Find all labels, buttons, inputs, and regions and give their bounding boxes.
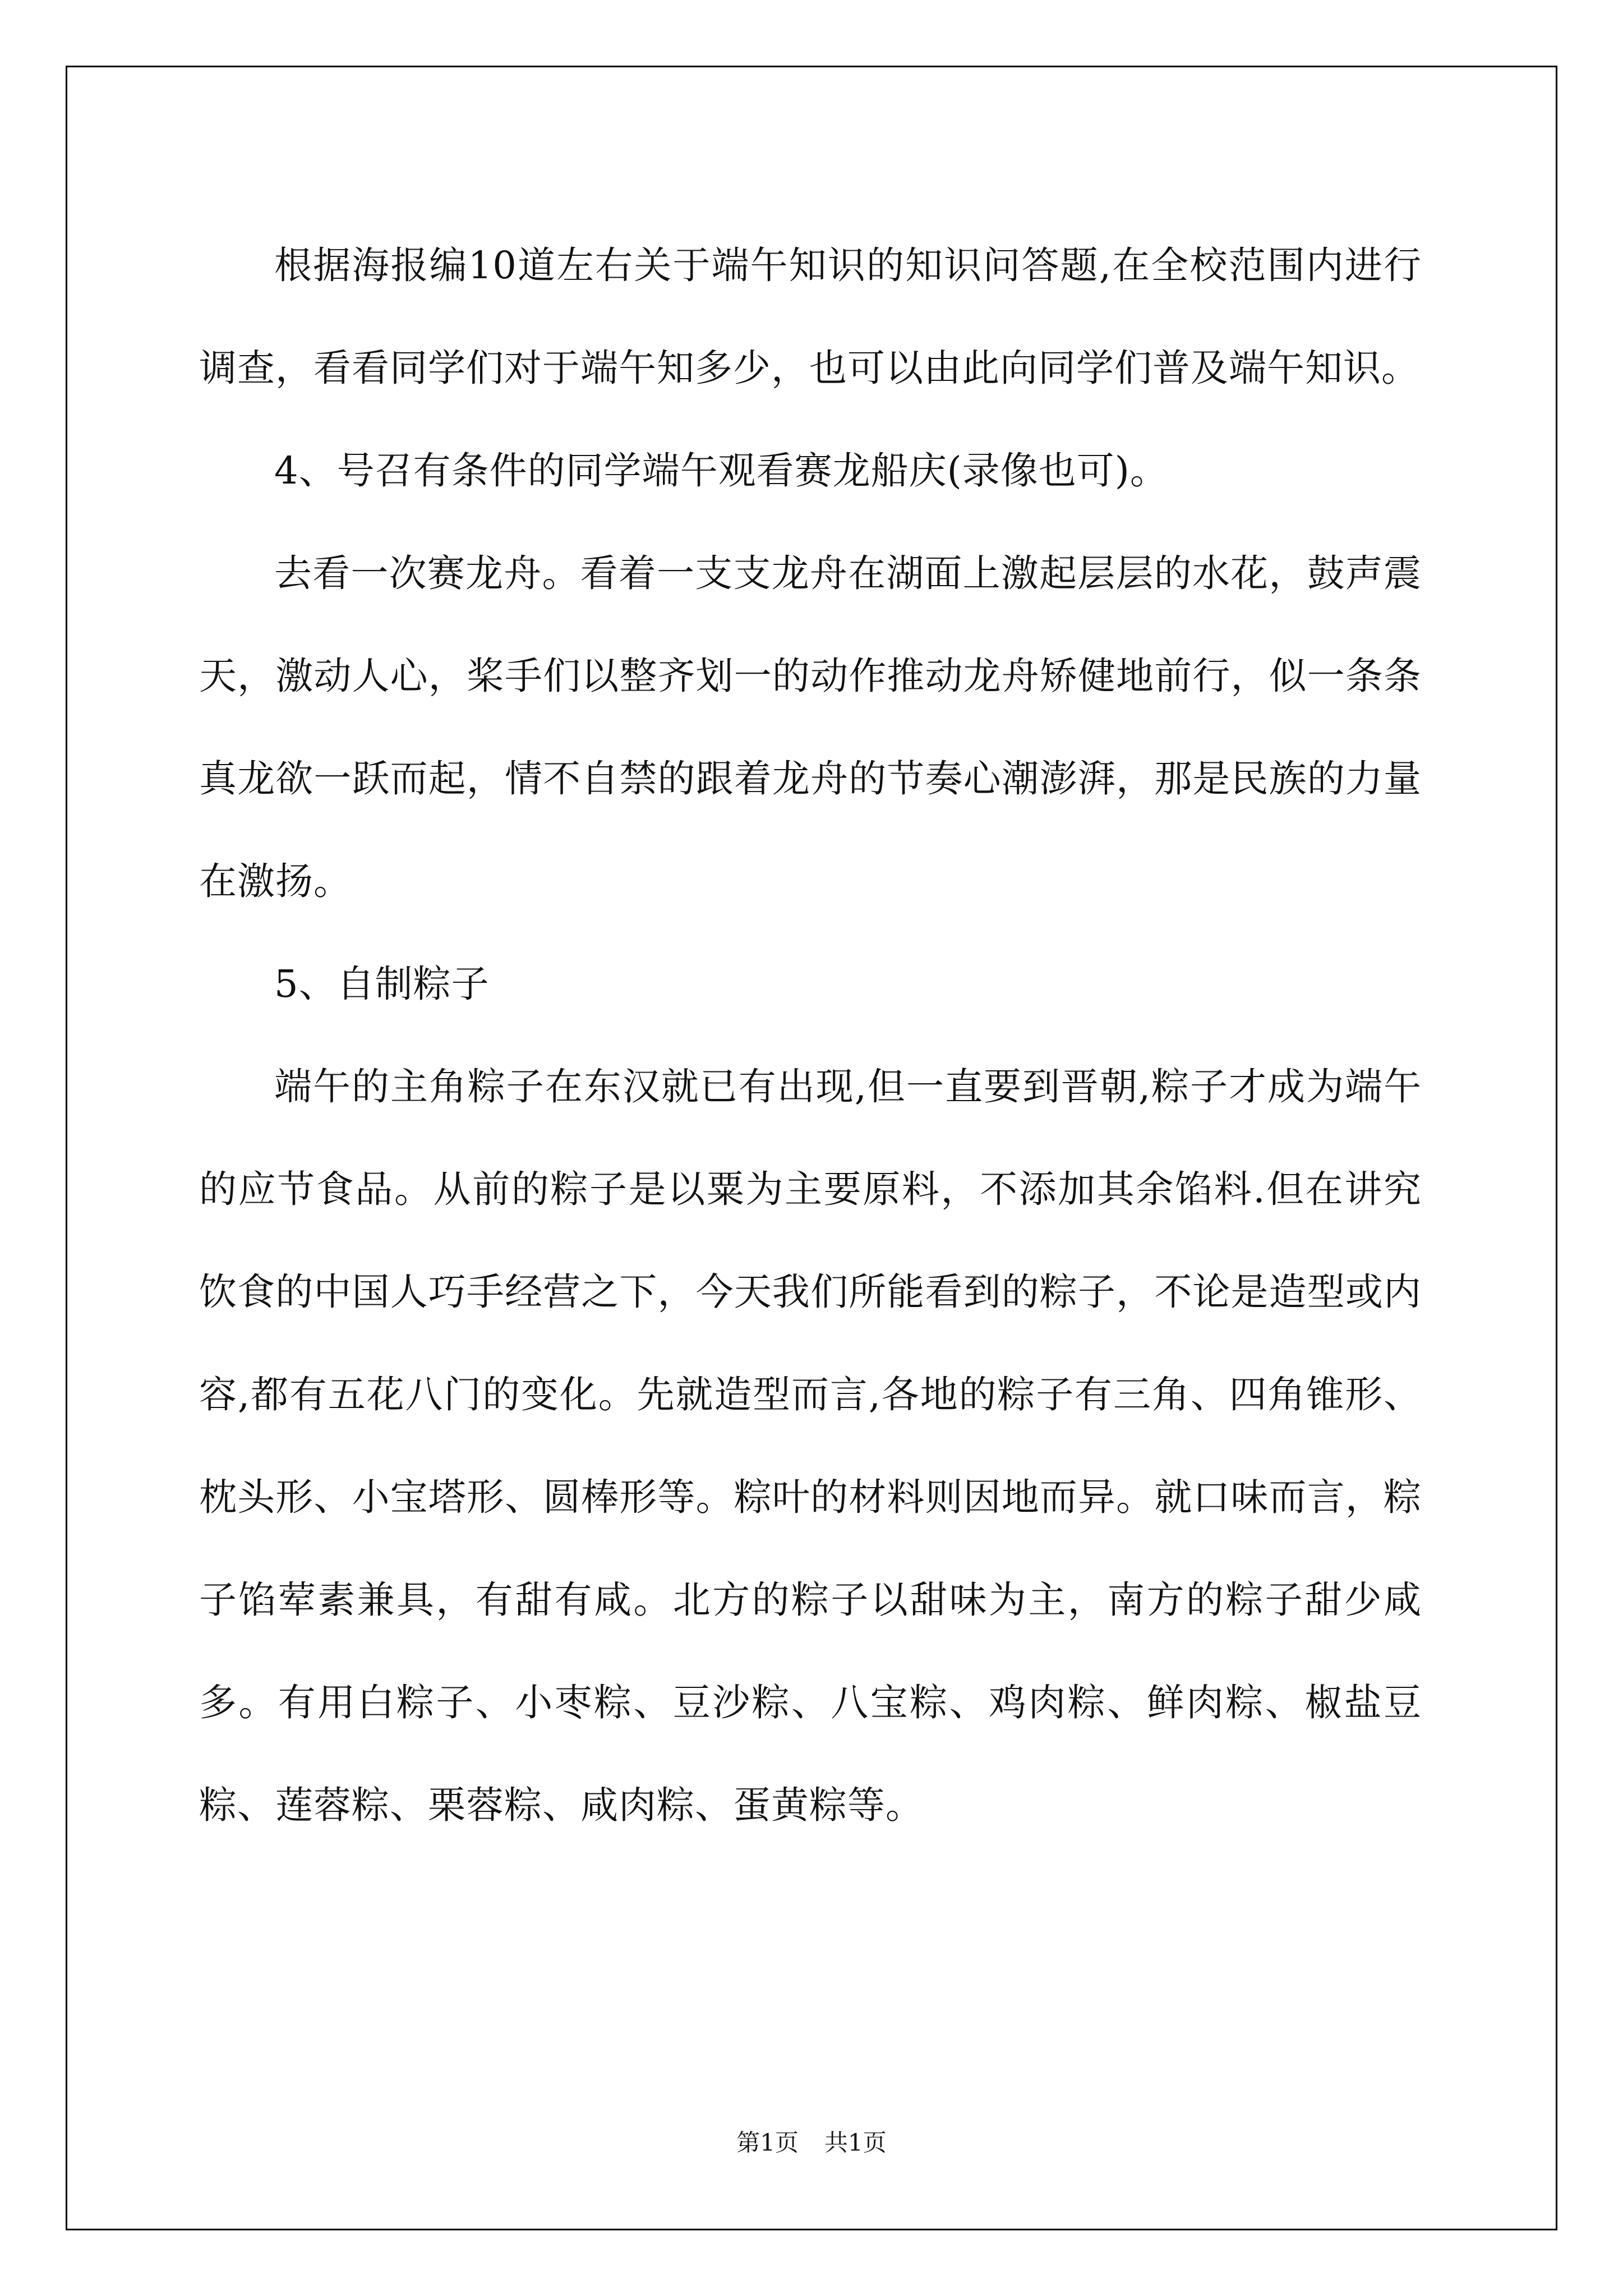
paragraph-dragon-boat: 去看一次赛龙舟。看着一支支龙舟在湖面上激起层层的水花，鼓声震天，激动人心，桨手们以整齐划一的动作推动龙舟矫健地前行，似一条条真龙欲一跃而起，情不自禁的跟着龙舟的节奏心潮澎湃，那是民族的力量在激扬。 xyxy=(199,551,1422,903)
page-count: 共1页 xyxy=(824,2129,887,2156)
page-number: 第1页 xyxy=(736,2129,799,2156)
page-footer xyxy=(0,2126,1623,2160)
paragraph-zongzi: 端午的主角粽子在东汉就已有出现,但一直要到晋朝,粽子才成为端午的应节食品。从前的粽子是以粟为主要原料，不添加其余馅料.但在讲究饮食的中国人巧手经营之下，今天我们所能看到的粽子，不论是造型或内容,都有五花八门的变化。先就造型而言,各地的粽子有三角、四角锥形、枕头形、小宝塔形、圆棒形等。粽叶的材料则因地而异。就口味而言，粽子馅荤素兼具，有甜有咸。北方的粽子以甜味为主，南方的粽子甜少咸多。有用白粽子、小枣粽、豆沙粽、八宝粽、鸡肉粽、鲜肉粽、椒盐豆粽、莲蓉粽、栗蓉粽、咸肉粽、蛋黄粽等。 xyxy=(199,1065,1422,1827)
paragraph-item-4-heading: 4、号召有条件的同学端午观看赛龙船庆(录像也可)。 xyxy=(274,449,1168,493)
paragraph-item-5-heading: 5、自制粽子 xyxy=(274,962,490,1006)
paragraph-quiz: 根据海报编10道左右关于端午知识的知识问答题,在全校范围内进行调查，看看同学们对于端午知多少，也可以由此向同学们普及端午知识。 xyxy=(199,243,1422,390)
document-body xyxy=(199,214,1422,1857)
